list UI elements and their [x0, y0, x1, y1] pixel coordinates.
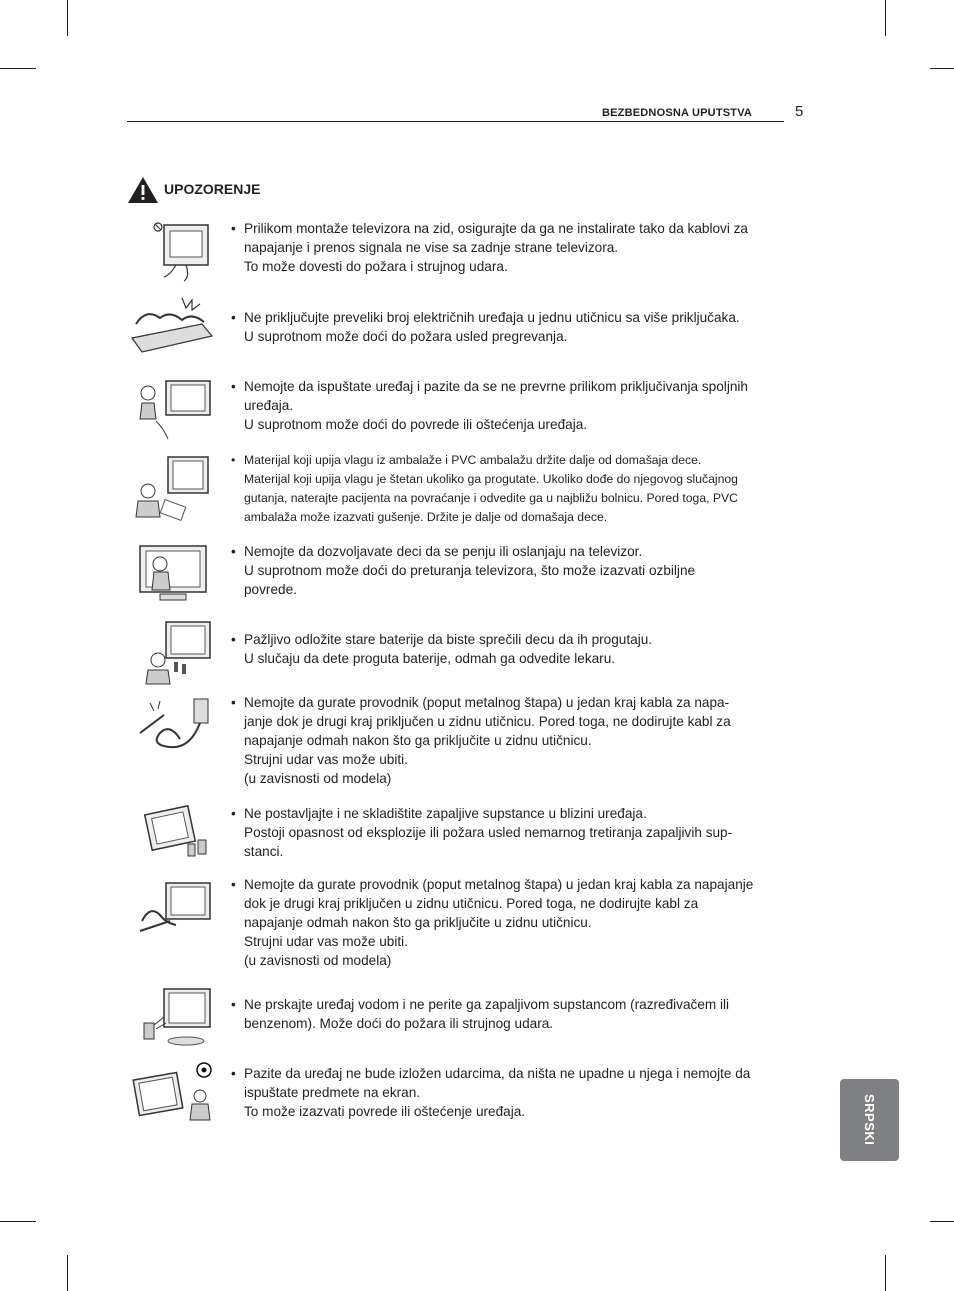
section-title: BEZBEDNOSNA UPUTSTVA: [602, 107, 753, 119]
item-text: • Pazite da uređaj ne bude izložen udarcima, da ništa ne upadne u njega i nemojte da ispuštate predmete na ekran. To može izazvati povrede ili oštećenje uređaja.: [231, 1066, 751, 1119]
crop-mark: [67, 0, 68, 36]
crop-mark: [930, 1221, 954, 1222]
header-rule: [127, 121, 784, 122]
item-text: • Nemojte da ispuštate uređaj i pazite da se ne prevrne prilikom priključivanja spoljnih uređaja. U suprotnom može doći do povrede ili oštećenja uređaja.: [231, 379, 748, 432]
item-text: • Nemojte da gurate provodnik (poput metalnog štapa) u jedan kraj kabla za napa- janje dok je drugi kraj priključen u zidnu utičnicu. Pored toga, ne dodirujte kabl za napajanje odmah nakon što ga priključite u zidnu utičnicu. Strujni udar vas može ubiti. (u zavisnosti od modela): [231, 695, 731, 786]
item-text: • Pažljivo odložite stare baterije da biste sprečili decu da ih progutaju. U slučaju da dete proguta baterije, odmah ga odvedite lekaru.: [231, 632, 653, 666]
wall-mount-cable-icon: [130, 219, 216, 289]
item-text: • Nemojte da dozvoljavate deci da se penju ili oslanjaju na televizor. U suprotnom može doći do preturanja televizora, što može izazvati ozbiljne povrede.: [231, 544, 696, 597]
crop-mark: [0, 68, 36, 69]
item-text: • Ne postavljajte i ne skladištite zapaljive supstance u blizini uređaja. Postoji opasnost od eksplozije ili požara usled nemarnog tretiranja zapaljivih sup- stanci.: [231, 806, 733, 859]
cable-conductor-icon: [130, 693, 216, 763]
crop-mark: [0, 1221, 36, 1222]
item-text: • Materijal koji upija vlagu iz ambalaže i PVC ambalažu držite dalje od domašaja dece. Materijal koji upija vlagu je štetan ukoliko ga progutate. Ukoliko dođe do njegovog slučajnog gutanja, naterajte pacijenta na povraćanje i odvedite ga u najbližu bolnicu. Pored toga, PVC ambalaža može izazvati gušenje. Držite je dalje od domašaja dece.: [231, 453, 738, 524]
item-text: • Nemojte da gurate provodnik (poput metalnog štapa) u jedan kraj kabla za napajanje dok je drugi kraj priključen u zidnu utičnicu. Pored toga, ne dodirujte kabl za napajanje odmah nakon što ga priključite u zidnu utičnicu. Strujni udar vas može ubiti. (u zavisnosti od modela): [231, 877, 754, 968]
water-spray-tv-icon: [130, 983, 216, 1053]
language-tab-label: SRPSKI: [862, 1094, 877, 1146]
crop-mark: [885, 0, 886, 36]
crop-mark: [885, 1255, 886, 1291]
child-packaging-icon: [130, 451, 216, 521]
warning-title: UPOZORENJE: [164, 181, 261, 197]
crop-mark: [930, 68, 954, 69]
ball-impact-tv-icon: [130, 1060, 216, 1130]
crop-mark: [67, 1255, 68, 1291]
warning-triangle-icon: [127, 176, 159, 204]
metal-rod-plug-icon: [130, 875, 216, 945]
battery-swallow-icon: [130, 618, 216, 688]
item-text: • Ne prskajte uređaj vodom i ne perite ga zapaljivom supstancom (razređivačem ili benzenom). Može doći do požara ili strujnog udara.: [231, 997, 730, 1031]
overloaded-power-strip-icon: [130, 294, 216, 364]
child-climbing-tv-icon: [130, 542, 216, 612]
language-tab: [840, 1079, 899, 1161]
tv-falling-cable-icon: [130, 377, 216, 447]
item-text: • Ne priključujte preveliki broj električnih uređaja u jednu utičnicu sa više priključaka. U suprotnom može doći do požara usled pregrevanja.: [231, 310, 740, 344]
page-number: 5: [795, 103, 804, 120]
flammable-substances-icon: [130, 804, 216, 874]
item-text: • Prilikom montaže televizora na zid, osigurajte da ga ne instalirate tako da kablovi za napajanje i prenos signala ne vise sa zadnje strane televizora. To može dovesti do požara i strujnog udara.: [231, 221, 748, 274]
